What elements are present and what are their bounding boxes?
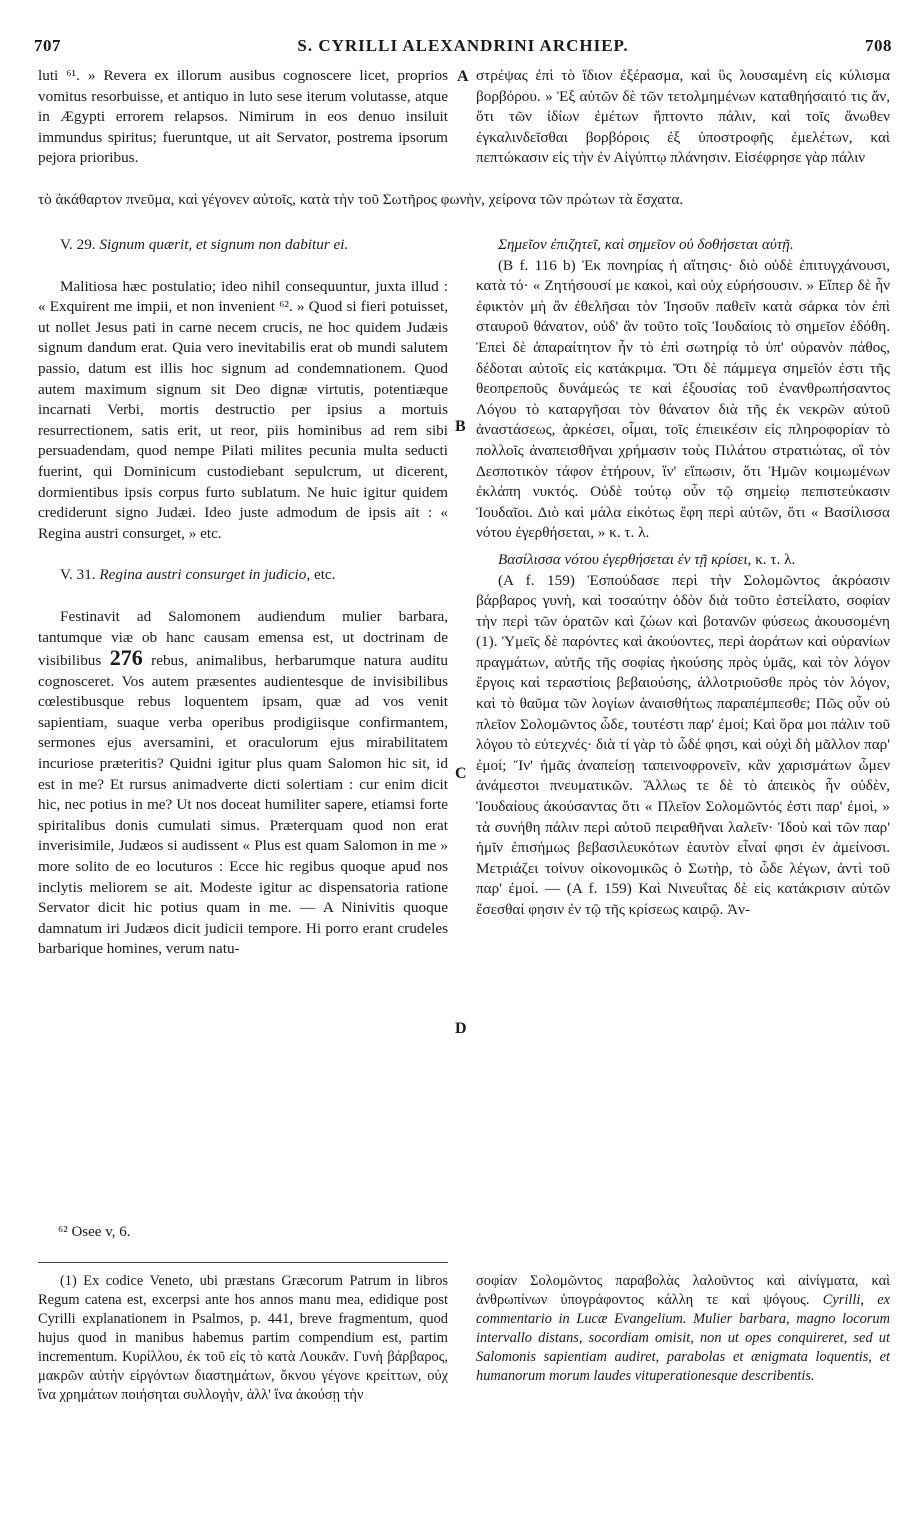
verse-text: Regina austri consurget in judicio, [99,566,311,584]
verse-etc: etc. [313,566,336,584]
greek-column [476,235,890,921]
scripture-note: ⁶² Osee v, 6. [58,1224,131,1240]
margin-letter-c: C [455,765,467,782]
footnote-rule-left [38,1262,448,1263]
greek-column-top [476,66,890,169]
latin-paragraph: Malitiosa hæc postulatio; ideo nihil consequuntur, juxta illud : « Exquirent me impii, et non invenient ⁶². » Quod si fieri potuisset, ut nollet Jesus pati in carne necem crucis, ne hoc quidem Judæis signum dandum erat. Quia vero inevitabilis erat ob mundi salutem passio, datum est illis hoc signum ad condemnationem. Quod autem maximum signum sit Deo dignæ virtutis, potentiæque incarnati Verbi, mortis destructio per ipsius a mortuis resurrectionem, satis erit, ut reor, piis hominibus ad rem sibi persuadendam, quod nempe Pilati milites pecunia multa seducti fuerint, qui Dominicum custodiebant sepulcrum, ut dicerent, dormientibus ipsis corpus furto sublatum. Ne huic igitur quidem crediderunt signo Judæi. Ideo juste admodum de ipsis ait : « Regina austri consurget, » etc. [38,277,448,542]
verse-heading-29 [38,235,448,256]
footnote-text [476,1272,890,1386]
greek-paragraph: (B f. 116 b) Ἐκ πονηρίας ἡ αἴτησις· διὸ οὐδὲ ἐπιτυγχάνουσι, κατὰ τό· « Ζητήσουσί με κακοὶ, καὶ οὐχ εὑρήσουσιν. » Εἴπερ δὲ ἦν ἐφικτὸν μὴ ἂν ἐθελῆσαι τὸν Ἰησοῦν παθεῖν κατὰ σάρκα τὸν ἐπὶ σταυροῦ θάνατον, οὐδ' ἂν τοῦτο τοῖς Ἰουδαίοις τὸ σημεῖον ἐδόθη. Ἐπεὶ δὲ ἀπαραίτητον ἦν τὸ ἐπὶ σωτηρίᾳ τὸ ὑπ' οὐρανὸν πάθος, δέδοται αὐτοῖς εἰς κατάκριμα. Ὅτι δὲ πάμμεγα σημεῖόν ἐστι τῆς θεοπρεποῦς δυνάμεώς τε καὶ ἐξουσίας τοῦ ἐνανθρωπήσαντος Λόγου τὸ καταργῆσαι τὸν θάνατον διὰ τῆς ἐκ νεκρῶν αὐτοῦ ἀναστάσεως, ἀρκέσει, οἶμαι, τοῖς ἐπιεικέσιν εἰς πληροφορίαν τὸ πολλοῖς ἀναπεισθῆναι χρήμασιν τοὺς Πιλάτου στρατιώτας, οἳ τὸν Δεσποτικὸν τάφον ἐτήρουν, ἵν' εἴπωσιν, ὅτι Ἡμῶν κοιμωμένων ἐκλάπη νυκτός. Οὐδὲ τούτῳ οὖν τῷ σημείῳ πεπιστεύκασιν Ἰουδαῖοι. Διὸ καὶ μάλα εἰκότως ἔφη περὶ αὐτῶν, ὅτι « Βασίλισσα νότου ἐγερθήσεται, » κ. τ. λ. [476,256,890,542]
page-number-left: 707 [34,36,61,55]
greek-paragraph: (A f. 159) Ἐσπούδασε περὶ τὴν Σολομῶντος ἀκρόασιν βάρβαρος γυνὴ, καὶ τοσαύτην ὁδὸν διὰ τοῦτο ἐστείλατο, σοφίαν τὴν περὶ τῶν ὁρατῶν καὶ ζώων καὶ βοτανῶν φύσεως ἀκουσομένη (1). Ὑμεῖς δὲ παρόντες καὶ ἀκούοντες, περὶ ἀοράτων καὶ οὐρανίων πραγμάτων, αὐτῆς τῆς σοφίας ἠκούσης πρὸς ὑμᾶς, καὶ τὸν λόγον ἔργοις καὶ τεραστίοις βεβαιούσης, ἀλλοτριοῦσθε πρὸς τὸν λόγον, καὶ τὸ θαῦμα τῶν λογίων ἀναισθήτως παραπέμπεσθε; Πῶς οὖν οὐ πλεῖον Σολομῶντος ὧδε, τουτέστι παρ' ἐμοί; Καὶ ὅρα μοι πάλιν τοῦ λόγου τὸ εὐτεχνές· διὰ τί γὰρ τὸ ὧδέ φησι, καὶ οὐχὶ δὴ μᾶλλον παρ' ἐμοί; Ἵν' ἡμᾶς ἀναπείσῃ ταπεινοφρονεῖν, κἂν χαρισμάτων ὦμεν ἀνάμεστοι πνευματικῶν. Ἄλλως τε δὲ τὸ ἀπεικὸς ἦν οὐδὲν, Ἰουδαίους ἀκούσαντας ὅτι « Πλεῖον Σολομῶντός ἐστι παρ' ἐμοὶ, » τὰ συνήθη πάλιν περὶ αὐτοῦ πειραθῆναι λαλεῖν· Ἰδοὺ καὶ τῶν παρ' ἡμῖν ἐπισήμως βεβασιλευκότων ἑαυτὸν εἶναί φησι ἐν ἀμείνοσι. Μετριάζει τοίνυν οἰκονομικῶς ὁ Σωτὴρ, τὸ ὧδε λέγων, ἀντὶ τοῦ παρ' ἐμοί. — (A f. 159) Καὶ Νινευΐτας δὲ εἰς κατάκρισιν αὐτῶν ἔσεσθαί φησιν ἐν τῷ τῆς κρίσεως καιρῷ. Ἀν- [476,571,890,918]
running-title: S. CYRILLI ALEXANDRINI ARCHIEP. [297,36,629,55]
latin-paragraph [38,607,448,960]
latin-column [38,235,448,960]
margin-letter-b: B [455,418,466,435]
page-number-right: 708 [865,36,892,55]
latin-column-top [38,66,448,169]
greek-fullwidth-line: τὸ ἀκάθαρτον πνεῦμα, καὶ γέγονεν αὐτοῖς, κατὰ τὴν τοῦ Σωτῆρος φωνὴν, χείρονα τῶν πρώτων τὰ ἔσχατα. [38,191,684,208]
greek-paragraph: στρέψας ἐπὶ τὸ ἴδιον ἐξέρασμα, καὶ ὓς λουσαμένη εἰς κύλισμα βορβόρου. » Ἐξ αὐτῶν δὲ τῶν τετολμημένων καταθηήσαιτό τις ἄν, ὅτι τῶν ἰδίων ἐμέτων ἥπτοντο πάλιν, καὶ τοῖς ἄνωθεν ἐγκαλινδεῖσθαι βορβόροις ἐξ ὑποστροφῆς ἐμελέτων, καὶ πεπτώκασιν εἰς τὴν ἐν Αἰγύπτῳ πλάνησιν. Εἰσέφρησε γὰρ πάλιν [476,67,890,167]
margin-letter-d: D [455,1020,467,1037]
footnote-left [38,1272,448,1405]
verse-text: Signum quærit, et signum non dabitur ei. [99,236,349,253]
footnote-latin: Cyrilli, ex commentario in Lucæ Evangelium. Mulier barbara, magno locorum intervallo distans, socordiam omisit, non ut opes conquireret, sed ut Salomonis sapientiam audiret, parabolas et ænigmata loquentis, et humanorum morum laudes vituperationesque describentis. [476,1292,890,1384]
column-number-marker: 276 [109,645,143,671]
latin-text: rebus, animalibus, herbarumque natura auditu cognosceret. Vos autem præsentes audientesque de invisibilibus cœlestibusque rebus loquentem ipsam, quæ ad vos venit sapientiam, suaque verba operibus prodigiisque confirmantem, sermones ejus aversamini, et oraculorum ejus mirabilitatem incuriose præteritis? Quidni igitur plus quam Salomon hic sit, id est in me? Et rursus animadverte dicti solertiam : cur enim dicit hic, nec potius in me? Ut nos doceat humiliter sapere, etiamsi forte spiritalibus donis cumulati simus. Præterquam quod non erat inverisimile, Judæos si audissent « Plus est quam Salomon in me » more solito de eo locuturos : Ecce hic regibus quoque apud nos inclytis meliorem se ait. Modeste igitur ac dispensatoria ratione Servator dicit hic potius quam in me. — A Ninivitis quoque damnatum iri Judæos dicit judicii tempore. Hi porro erant crudeles barbarique homines, verum natu- [38,652,448,958]
page-header [34,36,892,62]
latin-text: Festinavit ad Salomonem audiendum mulier barbara, tantumque viæ ob hanc causam emensa est, ut doctrinam de visibilibus [38,607,448,670]
footnote-right [476,1272,890,1386]
verse-number: V. 29. [60,236,96,253]
greek-verse-heading-31 [476,550,890,571]
greek-verse-heading-29: Σημεῖον ἐπιζητεῖ, καὶ σημεῖον οὐ δοθήσεται αὐτῇ. [498,236,794,253]
footnote-text: (1) Ex codice Veneto, ubi præstans Græcorum Patrum in libros Regum catena est, excerpsi ante hos annos manu mea, edidique post Cyrilli explanationem in Psalmos, p. 441, breve fragmentum, quod hujus quod in manibus habemus partim compendium est, partim incrementum. Κυρίλλου, ἐκ τοῦ εἰς τὸ κατὰ Λουκᾶν. Γυνὴ βάρβαρος, μακρῶν αὐτὴν εἰργόντων διαστημάτων, ὄκνου γέγονε κρείττων, οὐχ ἵνα χρημάτων ποιήσηται συλλογὴν, ἀλλ' ἵνα ἀκούσῃ τὴν [38,1273,448,1403]
margin-letter-a: A [457,68,469,85]
greek-verse-etc: κ. τ. λ. [755,550,796,568]
greek-verse-text: Βασίλισσα νότου ἐγερθήσεται ἐν τῇ κρίσει, [498,550,752,568]
latin-paragraph: luti ⁶¹. » Revera ex illorum ausibus cognoscere licet, proprios vomitus resorbuisse, et antiquo in luto sese iterum volutasse, atque in Ægypti errorem relapsos. Nimirum in eos denuo insiluit immundus spiritus; fueruntque, ut ait Servator, postrema ipsorum pejora prioribus. [38,67,448,167]
verse-heading-31 [38,565,448,586]
footnote-greek: σοφίαν Σολομῶντος παραβολὰς λαλοῦντος καὶ αἰνίγματα, καὶ ἀνθρωπίνων ὑπογράφοντος κάλλη τε καὶ ψόγους. [476,1273,890,1308]
verse-number: V. 31. [60,566,96,584]
